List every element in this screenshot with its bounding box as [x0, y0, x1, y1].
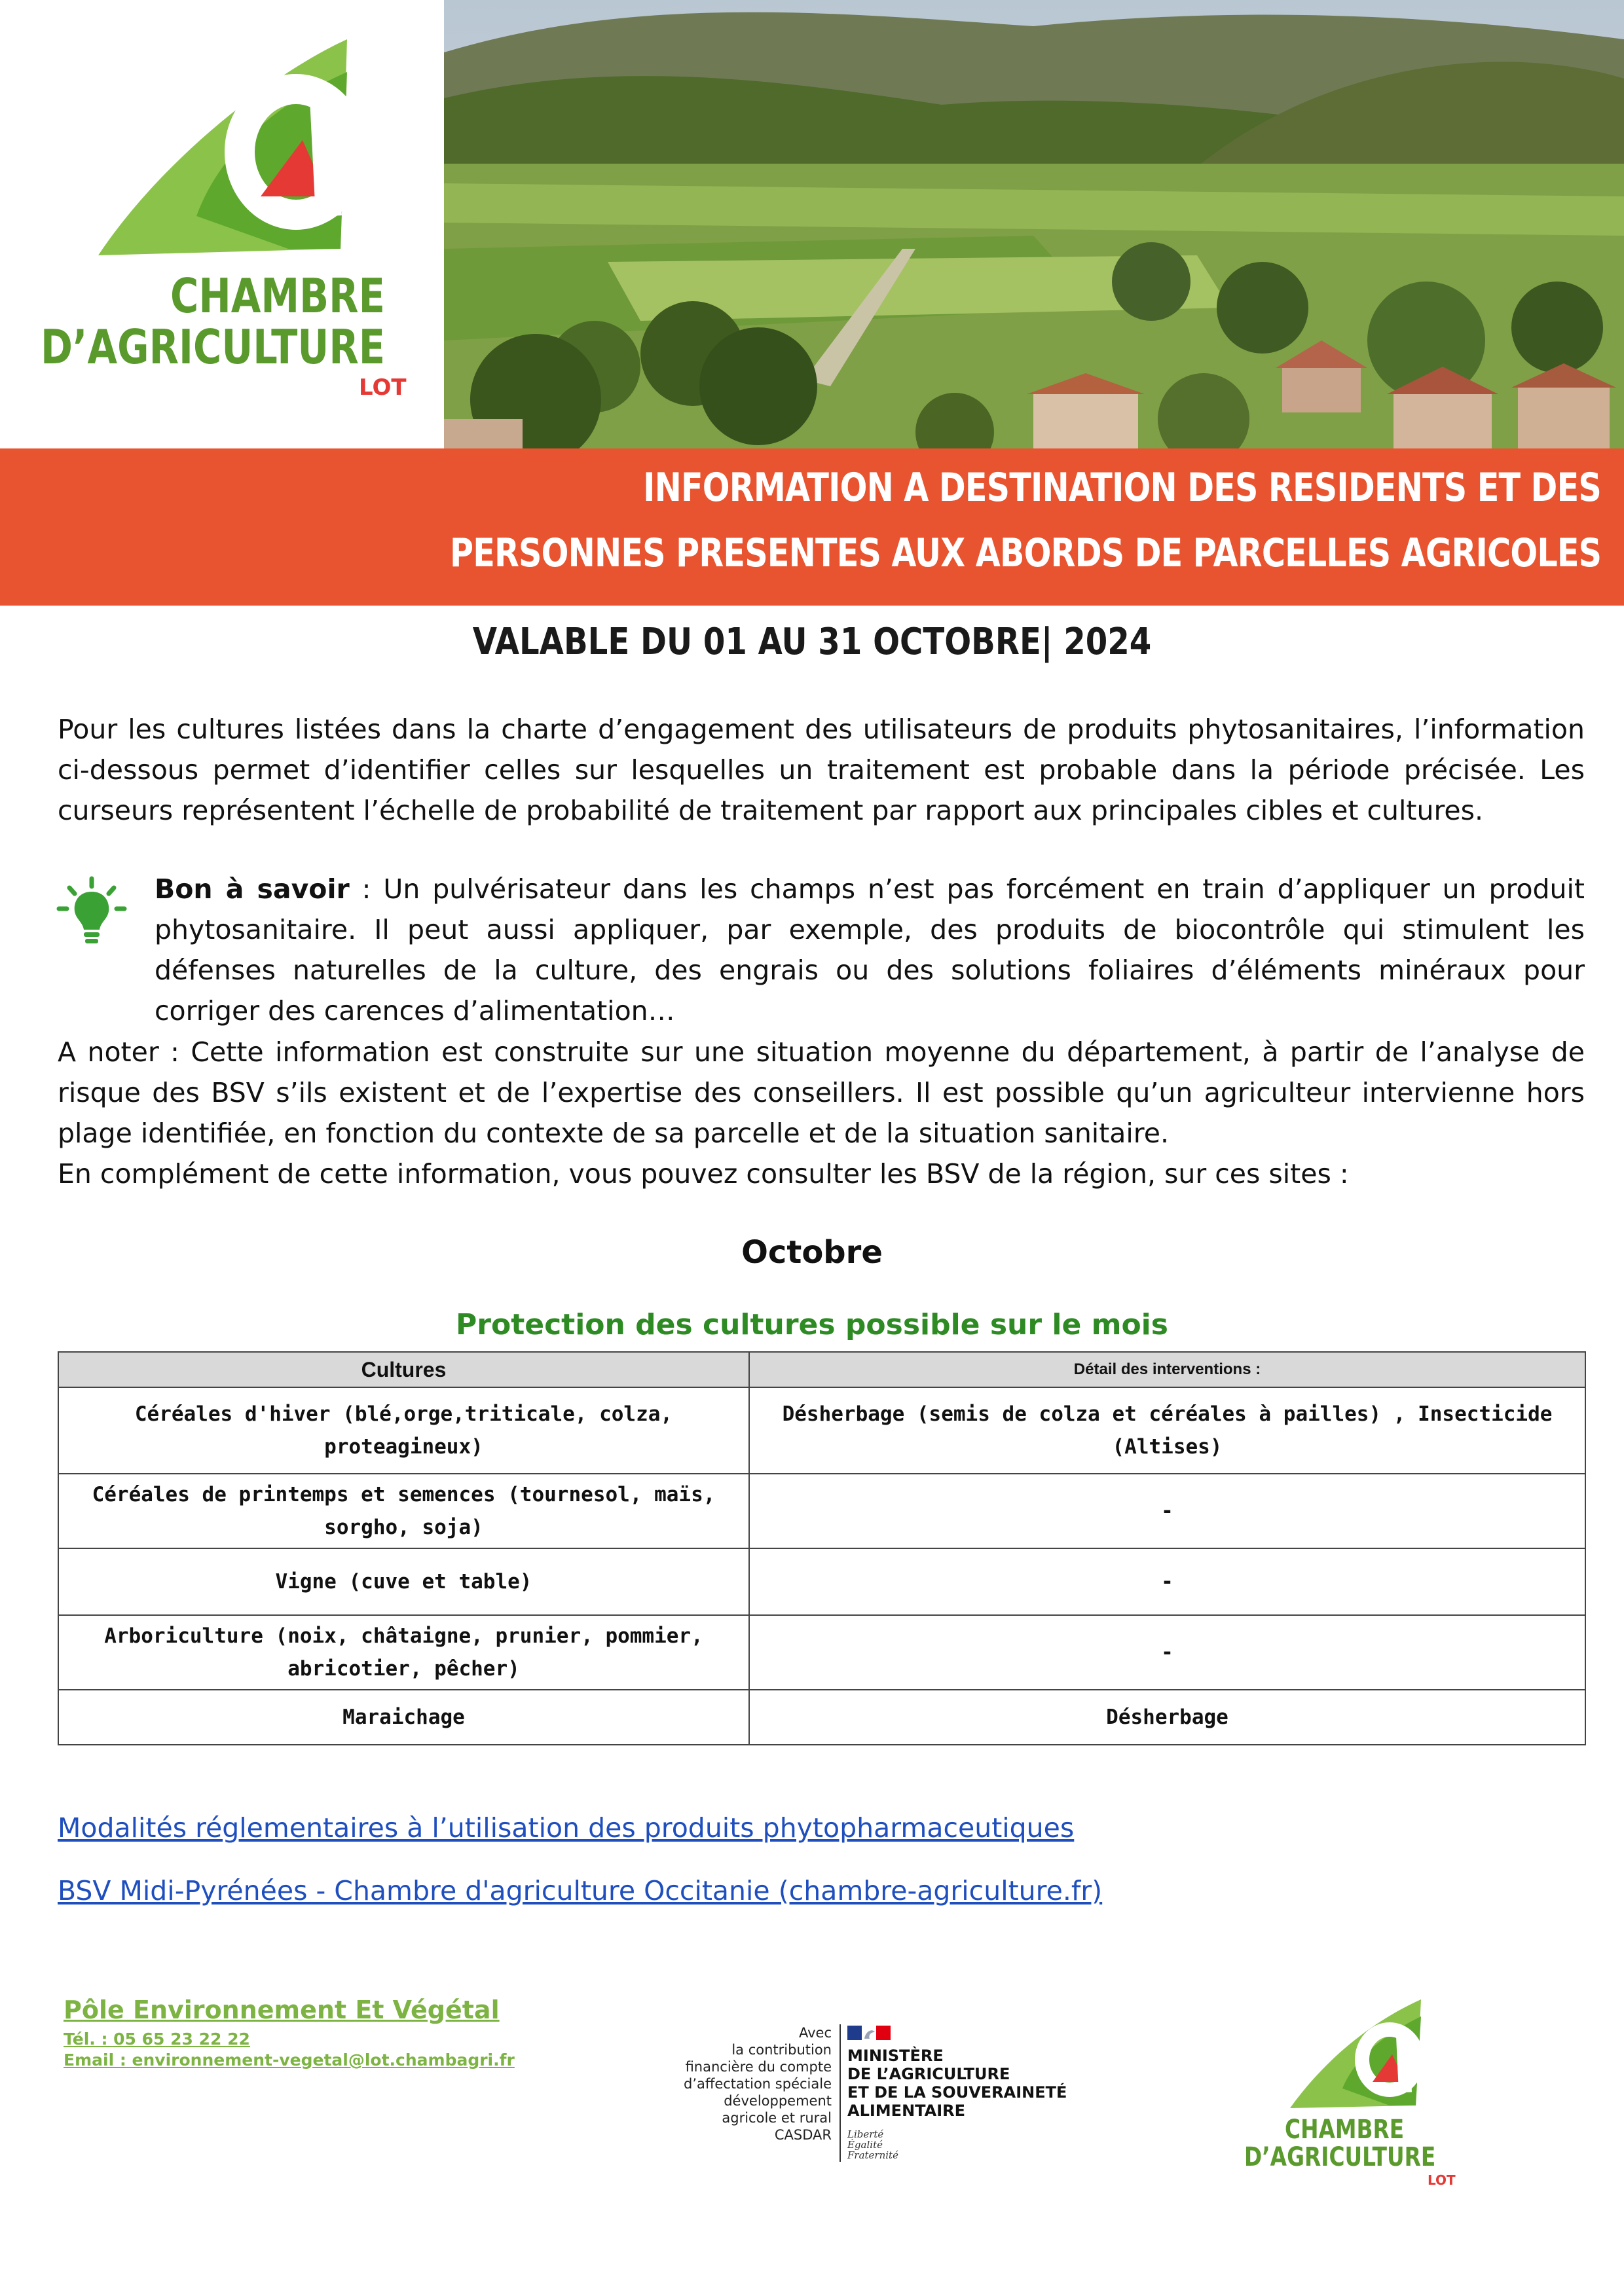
- tip-text: : Un pulvérisateur dans les champs n’est pas forcément en train d’appliquer un produit phytosanitaire. Il peut aussi appliquer, par exemple, des produits de biocontrôle qui stimulent les défenses naturelles de la culture, des engrais ou des solutions foliaires d’éléments minéraux pour corriger des carences d’alimentation…: [155, 873, 1585, 1027]
- month-title: Octobre: [741, 1234, 883, 1271]
- table-title: Protection des cultures possible sur le mois: [456, 1308, 1168, 1341]
- ministry-line: DE L’AGRICULTURE: [847, 2065, 1010, 2083]
- page-header: [0, 0, 1624, 606]
- casdar-line: d’affectation spéciale: [683, 2076, 832, 2092]
- complement-paragraph: En complément de cette information, vous pouvez consulter les BSV de la région, sur ces sites :: [58, 1158, 1349, 1190]
- ministry-line: ALIMENTAIRE: [847, 2102, 966, 2120]
- note-paragraph: A noter : Cette information est construite sur une situation moyenne du département, à partir de l’analyse de risque des BSV s’ils existent et de l’expertise des conseillers. Il est possible qu’un agriculteur intervienne hors plage identifiée, en fonction du contexte de sa parcelle et de la situation sanitaire.: [58, 1036, 1585, 1149]
- validity-period: VALABLE DU 01 AU 31 OCTOBRE| 2024: [472, 621, 1152, 663]
- crops-table: [58, 1351, 1586, 1745]
- motto-line: Liberté: [847, 2128, 884, 2140]
- contact-email[interactable]: Email : environnement-vegetal@lot.chambagri.fr: [64, 2050, 515, 2069]
- bsv-link[interactable]: BSV Midi-Pyrénées - Chambre d'agriculture Occitanie (chambre-agriculture.fr): [58, 1875, 1103, 1906]
- pole-title: Pôle Environnement Et Végétal: [64, 1995, 500, 2024]
- cell-detail: Désherbage (semis de colza et céréales à pailles) , Insecticide (Altises): [749, 1387, 1585, 1474]
- contact-phone: Tél. : 05 65 23 22 22: [64, 2030, 250, 2049]
- landscape-photo: [444, 0, 1624, 448]
- motto-line: Égalité: [847, 2139, 883, 2151]
- banner-title-line2: PERSONNES PRESENTES AUX ABORDS DE PARCELLES AGRICOLES: [449, 530, 1601, 576]
- table-row: [58, 1548, 1585, 1615]
- cell-detail: -: [749, 1548, 1585, 1615]
- lightbulb-icon: [55, 876, 128, 949]
- logo-name-line2: D’AGRICULTURE: [41, 319, 386, 374]
- chambre-agriculture-logo: [0, 0, 444, 448]
- intro-paragraph: Pour les cultures listées dans la charte d’engagement des utilisateurs de produits phytosanitaires, l’information ci-dessous permet d’identifier celles sur lesquelles un traitement est probable dans la période précisée. Les curseurs représentent l’échelle de probabilité de traitement par rapport aux principales cibles et cultures.: [58, 714, 1585, 826]
- footer-logo-line1: CHAMBRE: [1285, 2115, 1405, 2145]
- header-cultures: Cultures: [58, 1352, 749, 1387]
- casdar-line: la contribution: [731, 2042, 832, 2058]
- regulation-link[interactable]: Modalités réglementaires à l’utilisation des produits phytopharmaceutiques: [58, 1812, 1075, 1844]
- casdar-statement: [616, 2024, 832, 2143]
- tip-label: Bon à savoir: [155, 873, 350, 905]
- cell-culture: Vigne (cuve et table): [58, 1548, 749, 1615]
- republic-motto: [847, 2129, 898, 2160]
- casdar-line: agricole et rural: [722, 2110, 832, 2126]
- footer-logo: [1244, 1990, 1467, 2193]
- tip-paragraph: [155, 869, 1585, 1031]
- table-header-row: [58, 1352, 1585, 1387]
- motto-line: Fraternité: [847, 2149, 898, 2161]
- casdar-line: Avec: [798, 2025, 832, 2041]
- table-row: [58, 1387, 1585, 1474]
- ministry-line: ET DE LA SOUVERAINETÉ: [847, 2083, 1067, 2102]
- footer-logo-department: LOT: [1428, 2172, 1456, 2188]
- header-details: Détail des interventions :: [749, 1352, 1585, 1387]
- footer-logo-line2: D’AGRICULTURE: [1244, 2142, 1436, 2172]
- table-row: [58, 1474, 1585, 1548]
- logo-department: LOT: [359, 374, 407, 401]
- ministry-divider: [840, 2024, 841, 2162]
- cell-culture: Maraichage: [58, 1690, 749, 1745]
- cell-culture: Céréales de printemps et semences (tournesol, maïs, sorgho, soja): [58, 1474, 749, 1548]
- ministry-line: MINISTÈRE: [847, 2047, 944, 2065]
- casdar-line: CASDAR: [774, 2127, 832, 2143]
- marianne-flag-icon: [847, 2026, 891, 2040]
- casdar-line: développement: [724, 2093, 832, 2109]
- cell-culture: Céréales d'hiver (blé,orge,triticale, colza, proteagineux): [58, 1387, 749, 1474]
- logo-name-line1: CHAMBRE: [170, 268, 385, 323]
- table-row: [58, 1615, 1585, 1690]
- ministry-name: [847, 2047, 1067, 2120]
- cell-detail: -: [749, 1615, 1585, 1690]
- table-row: [58, 1690, 1585, 1745]
- cell-culture: Arboriculture (noix, châtaigne, prunier, pommier, abricotier, pêcher): [58, 1615, 749, 1690]
- banner-title-line1: INFORMATION A DESTINATION DES RESIDENTS ET DES: [643, 465, 1601, 511]
- casdar-line: financière du compte: [685, 2059, 832, 2075]
- cell-detail: -: [749, 1474, 1585, 1548]
- cell-detail: Désherbage: [749, 1690, 1585, 1745]
